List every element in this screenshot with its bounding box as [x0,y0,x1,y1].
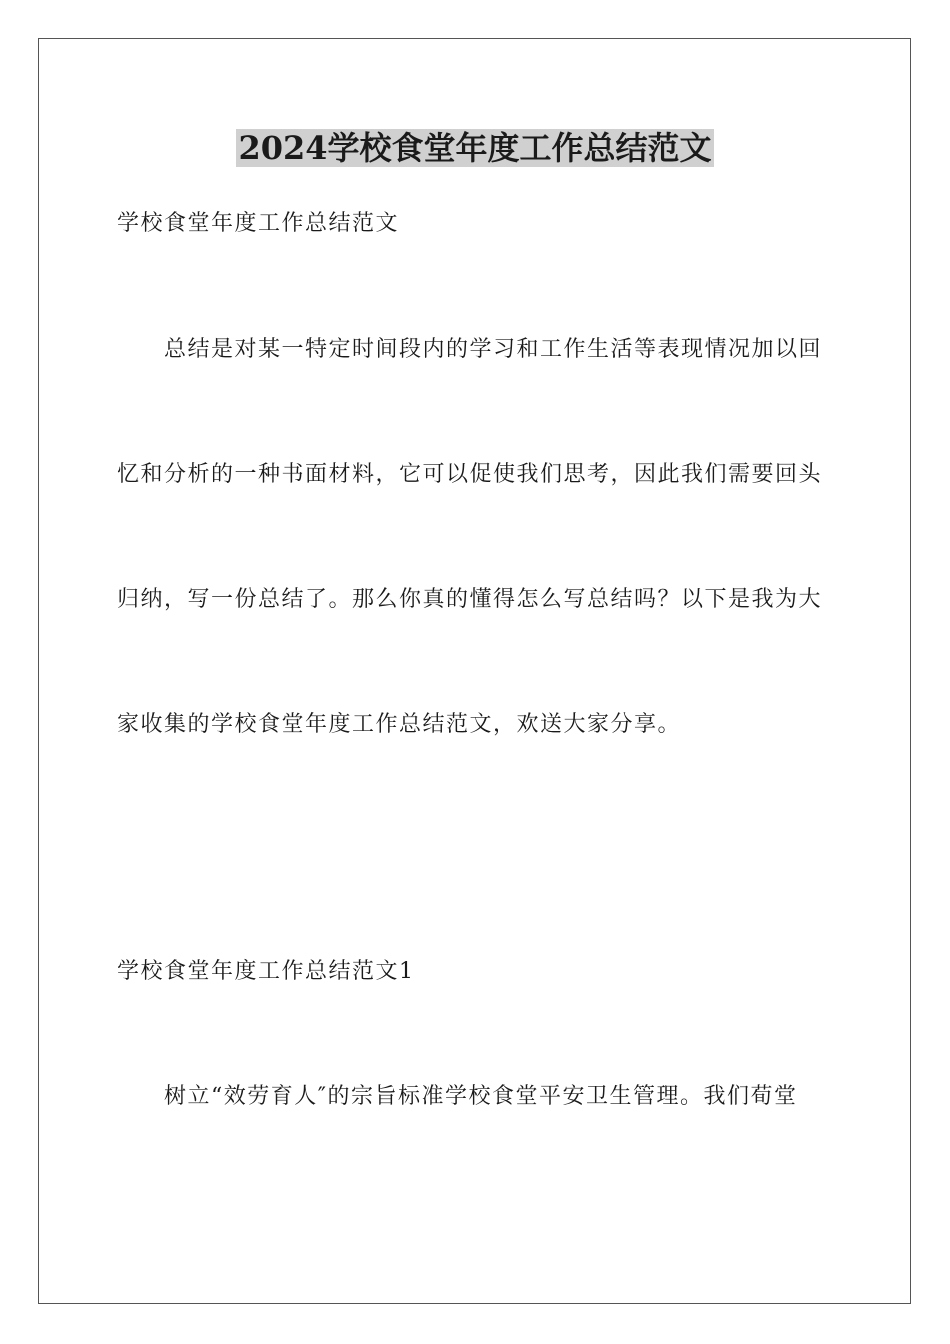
document-title-text: 2024学校食堂年度工作总结范文 [238,129,712,167]
section-heading: 学校食堂年度工作总结范文1 [117,959,415,984]
document-subtitle: 学校食堂年度工作总结范文 [117,211,400,236]
intro-paragraph-line: 归纳，写一份总结了。那么你真的懂得怎么写总结吗？以下是我为大 [117,587,823,612]
document-title [0,128,950,168]
intro-paragraph-line: 家收集的学校食堂年度工作总结范文，欢送大家分享。 [117,712,682,737]
section-paragraph-line: 树立“效劳育人″的宗旨标准学校食堂平安卫生管理。我们荀堂 [164,1084,798,1109]
intro-paragraph-line: 忆和分析的一种书面材料，它可以促使我们思考，因此我们需要回头 [117,462,823,487]
intro-paragraph-line: 总结是对某一特定时间段内的学习和工作生活等表现情况加以回 [164,337,823,362]
